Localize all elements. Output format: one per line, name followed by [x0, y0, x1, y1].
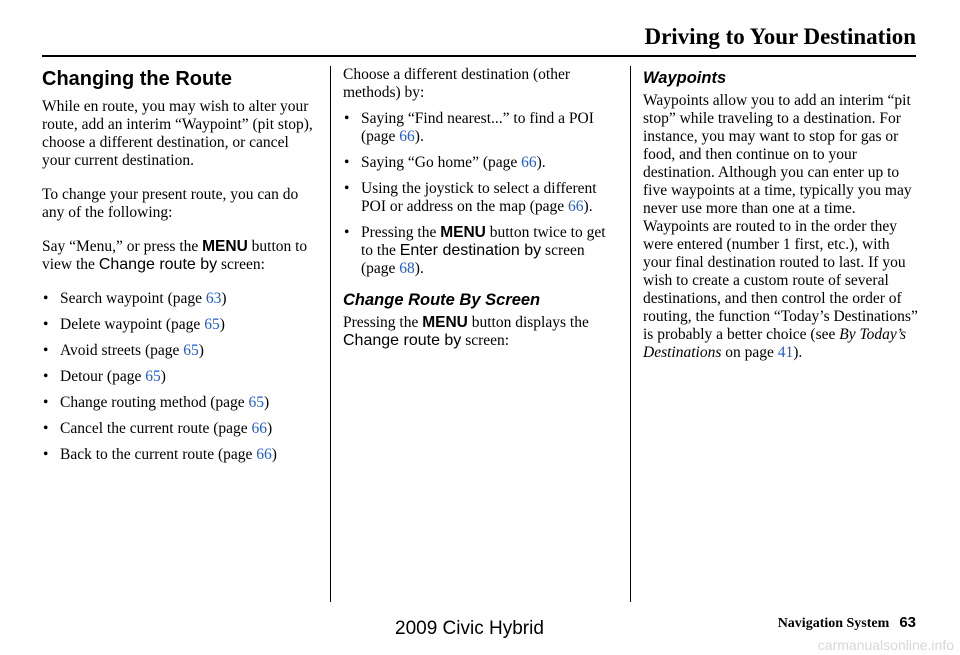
- menu-button-label: MENU: [422, 314, 468, 331]
- column-1: [42, 66, 320, 472]
- column-2: [343, 66, 620, 366]
- by-todays-destinations-ref: By Today’s Destinations: [643, 326, 906, 361]
- menu-instruction: Say “Menu,” or press the MENU button to view the Change route by screen:: [42, 238, 308, 273]
- page-link[interactable]: 66: [568, 198, 584, 215]
- list-item: • Using the joystick to select a different POI or address on the map (page 66).: [343, 180, 620, 216]
- section-heading-waypoints: Waypoints: [643, 69, 727, 87]
- list-item: • Search waypoint (page 63): [42, 290, 320, 308]
- section-heading-changing-route: Changing the Route: [42, 68, 232, 90]
- column-3: [643, 66, 918, 378]
- destination-methods-list: [343, 110, 620, 278]
- menu-button-label: MENU: [202, 238, 248, 255]
- route-options-list: [42, 290, 320, 464]
- page-link[interactable]: 65: [145, 368, 161, 385]
- list-item: • Saying “Find nearest...” to find a POI (page 66).: [343, 110, 620, 146]
- page-link[interactable]: 66: [251, 420, 268, 437]
- page-link[interactable]: 65: [248, 394, 265, 411]
- column-divider-1: [330, 66, 331, 602]
- list-item: • Back to the current route (page 66): [42, 446, 320, 464]
- subheading-change-route-by-screen: Change Route By Screen: [343, 291, 541, 309]
- list-item: • Delete waypoint (page 65): [42, 316, 320, 334]
- page-footer: [778, 614, 916, 632]
- choose-destination-intro: Choose a different destination (other methods) by:: [343, 66, 570, 101]
- page-link[interactable]: 66: [399, 128, 415, 145]
- header-rule: [42, 55, 916, 57]
- column-divider-2: [630, 66, 631, 602]
- page-link[interactable]: 68: [399, 260, 415, 277]
- list-item: • Cancel the current route (page 66): [42, 420, 320, 438]
- list-item: • Detour (page 65): [42, 368, 320, 386]
- page-header-title: Driving to Your Destination: [644, 24, 916, 49]
- page-link[interactable]: 65: [183, 342, 199, 359]
- list-item: • Change routing method (page 65): [42, 394, 320, 412]
- list-item: • Avoid streets (page 65): [42, 342, 320, 360]
- menu-button-label: MENU: [440, 224, 486, 241]
- change-route-by-screen-label: Change route by: [343, 332, 462, 349]
- waypoints-paragraph: Waypoints allow you to add an interim “pit stop” while traveling to a destination. For instance, you may want to stop for gas or food, and then continue on to your destination. Although you can enter up to five waypoints at a time, typically you may never use more than one at a time. Waypoints are routed to in the order they were entered (number 1 first, etc.), with your final destination routed to last. If you wish to create a custom route of several destinations, and then control the order of routing, the function “Today’s Destinations” is probably a better choice (see By Today’s Destinations on page 41).: [643, 92, 918, 361]
- enter-destination-by-screen-label: Enter destination by: [399, 242, 542, 259]
- page-link[interactable]: 66: [521, 154, 537, 171]
- page-number: 63: [899, 614, 916, 631]
- page-link[interactable]: 66: [256, 446, 272, 463]
- instruction-paragraph: To change your present route, you can do any of the following:: [42, 186, 299, 221]
- change-route-by-screen-label: Change route by: [98, 256, 218, 273]
- list-item: • Saying “Go home” (page 66).: [343, 154, 620, 172]
- page-link[interactable]: 41: [777, 344, 794, 361]
- list-item: • Pressing the MENU button twice to get to the Enter destination by screen (page 68).: [343, 224, 620, 278]
- watermark: carmanualsonline.info: [817, 637, 954, 653]
- intro-paragraph: While en route, you may wish to alter your route, add an interim “Waypoint” (pit stop), choose a different destination, or cancel your current destination.: [42, 98, 313, 169]
- change-route-by-paragraph: Pressing the MENU button displays the Change route by screen:: [343, 314, 589, 349]
- footer-nav-label: Navigation System: [777, 616, 890, 631]
- page-link[interactable]: 65: [204, 316, 220, 333]
- page-link[interactable]: 63: [205, 290, 222, 307]
- vehicle-model-label: 2009 Civic Hybrid: [395, 618, 544, 639]
